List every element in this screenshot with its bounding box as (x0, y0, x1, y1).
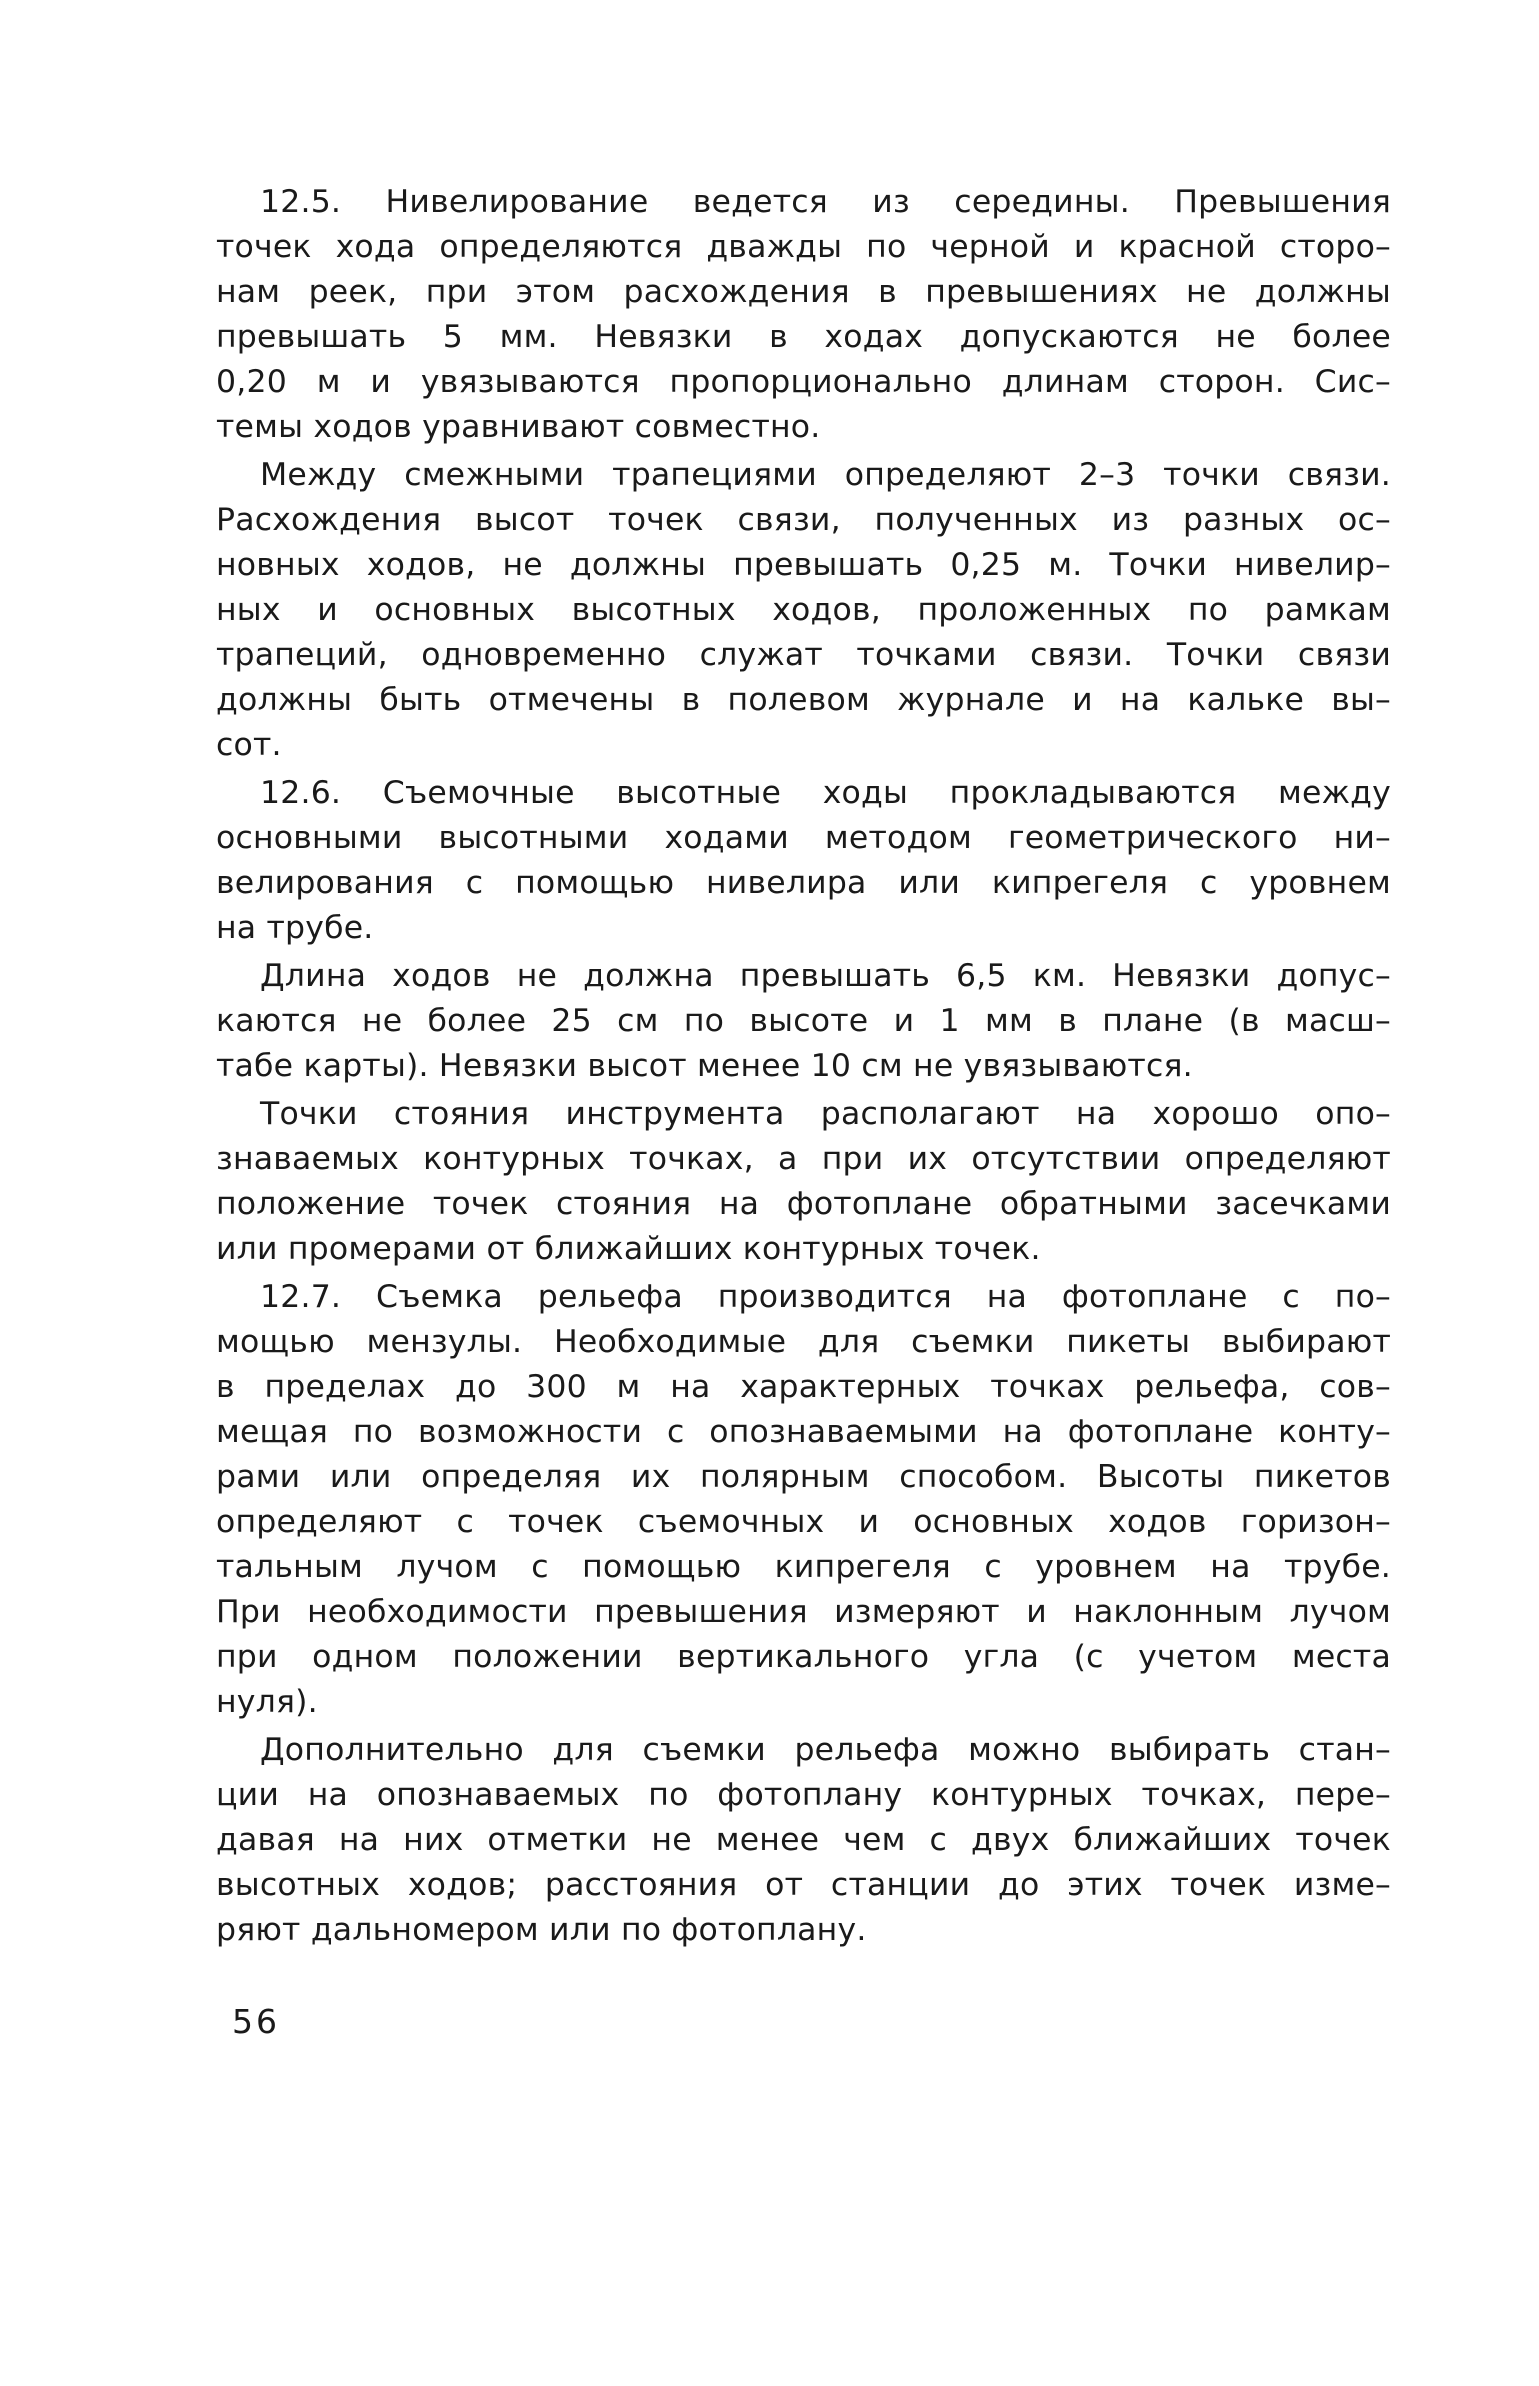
text-line: велирования с помощью нивелира или кипрегеля с уровнем (216, 865, 1391, 901)
text-line: точек хода определяются дважды по черной и красной сторо– (216, 229, 1391, 265)
text-line: Длина ходов не должна превышать 6,5 км. Невязки допус– (260, 958, 1391, 994)
text-line: сот. (216, 727, 282, 763)
text-line: знаваемых контурных точках, а при их отсутствии определяют (216, 1141, 1391, 1177)
text-line: трапеций, одновременно служат точками связи. Точки связи (216, 637, 1391, 673)
text-line: на трубе. (216, 910, 374, 946)
text-line: 12.5. Нивелирование ведется из середины. Превышения (260, 184, 1391, 220)
text-line: высотных ходов; расстояния от станции до этих точек изме– (216, 1867, 1391, 1903)
text-line: нуля). (216, 1684, 318, 1720)
text-line: Между смежными трапециями определяют 2–3 точки связи. (260, 457, 1391, 493)
text-line: ряют дальномером или по фотоплану. (216, 1912, 867, 1948)
text-line: в пределах до 300 м на характерных точках рельефа, сов– (216, 1369, 1391, 1405)
text-line: определяют с точек съемочных и основных ходов горизон– (216, 1504, 1391, 1540)
text-line: новных ходов, не должны превышать 0,25 м. Точки нивелир– (216, 547, 1391, 583)
text-line: рами или определяя их полярным способом. Высоты пикетов (216, 1459, 1391, 1495)
text-line: ных и основных высотных ходов, проложенных по рамкам (216, 592, 1391, 628)
page-number: 56 (232, 2002, 280, 2041)
text-line: превышать 5 мм. Невязки в ходах допускаются не более (216, 319, 1391, 355)
text-line: должны быть отмечены в полевом журнале и на кальке вы– (216, 682, 1391, 718)
text-line: ции на опознаваемых по фотоплану контурных точках, пере– (216, 1777, 1391, 1813)
text-line: тальным лучом с помощью кипрегеля с уровнем на трубе. (216, 1549, 1391, 1585)
text-line: мещая по возможности с опознаваемыми на фотоплане конту– (216, 1414, 1391, 1450)
text-line: при одном положении вертикального угла (с учетом места (216, 1639, 1391, 1675)
text-line: Дополнительно для съемки рельефа можно выбирать стан– (260, 1732, 1391, 1768)
text-line: или промерами от ближайших контурных точек. (216, 1231, 1041, 1267)
text-line: Расхождения высот точек связи, полученных из разных ос– (216, 502, 1391, 538)
text-line: При необходимости превышения измеряют и наклонным лучом (216, 1594, 1391, 1630)
text-line: 12.6. Съемочные высотные ходы прокладываются между (260, 775, 1391, 811)
text-line: табе карты). Невязки высот менее 10 см не увязываются. (216, 1048, 1193, 1084)
text-line: каются не более 25 см по высоте и 1 мм в плане (в масш– (216, 1003, 1391, 1039)
text-line: давая на них отметки не менее чем с двух ближайших точек (216, 1822, 1391, 1858)
text-line: 0,20 м и увязываются пропорционально длинам сторон. Сис– (216, 364, 1391, 400)
text-line: мощью мензулы. Необходимые для съемки пикеты выбирают (216, 1324, 1391, 1360)
text-line: основными высотными ходами методом геометрического ни– (216, 820, 1391, 856)
text-line: Точки стояния инструмента располагают на хорошо опо– (260, 1096, 1391, 1132)
text-line: положение точек стояния на фотоплане обратными засечками (216, 1186, 1391, 1222)
text-line: темы ходов уравнивают совместно. (216, 409, 821, 445)
text-line: нам реек, при этом расхождения в превышениях не должны (216, 274, 1391, 310)
text-line: 12.7. Съемка рельефа производится на фотоплане с по– (260, 1279, 1391, 1315)
